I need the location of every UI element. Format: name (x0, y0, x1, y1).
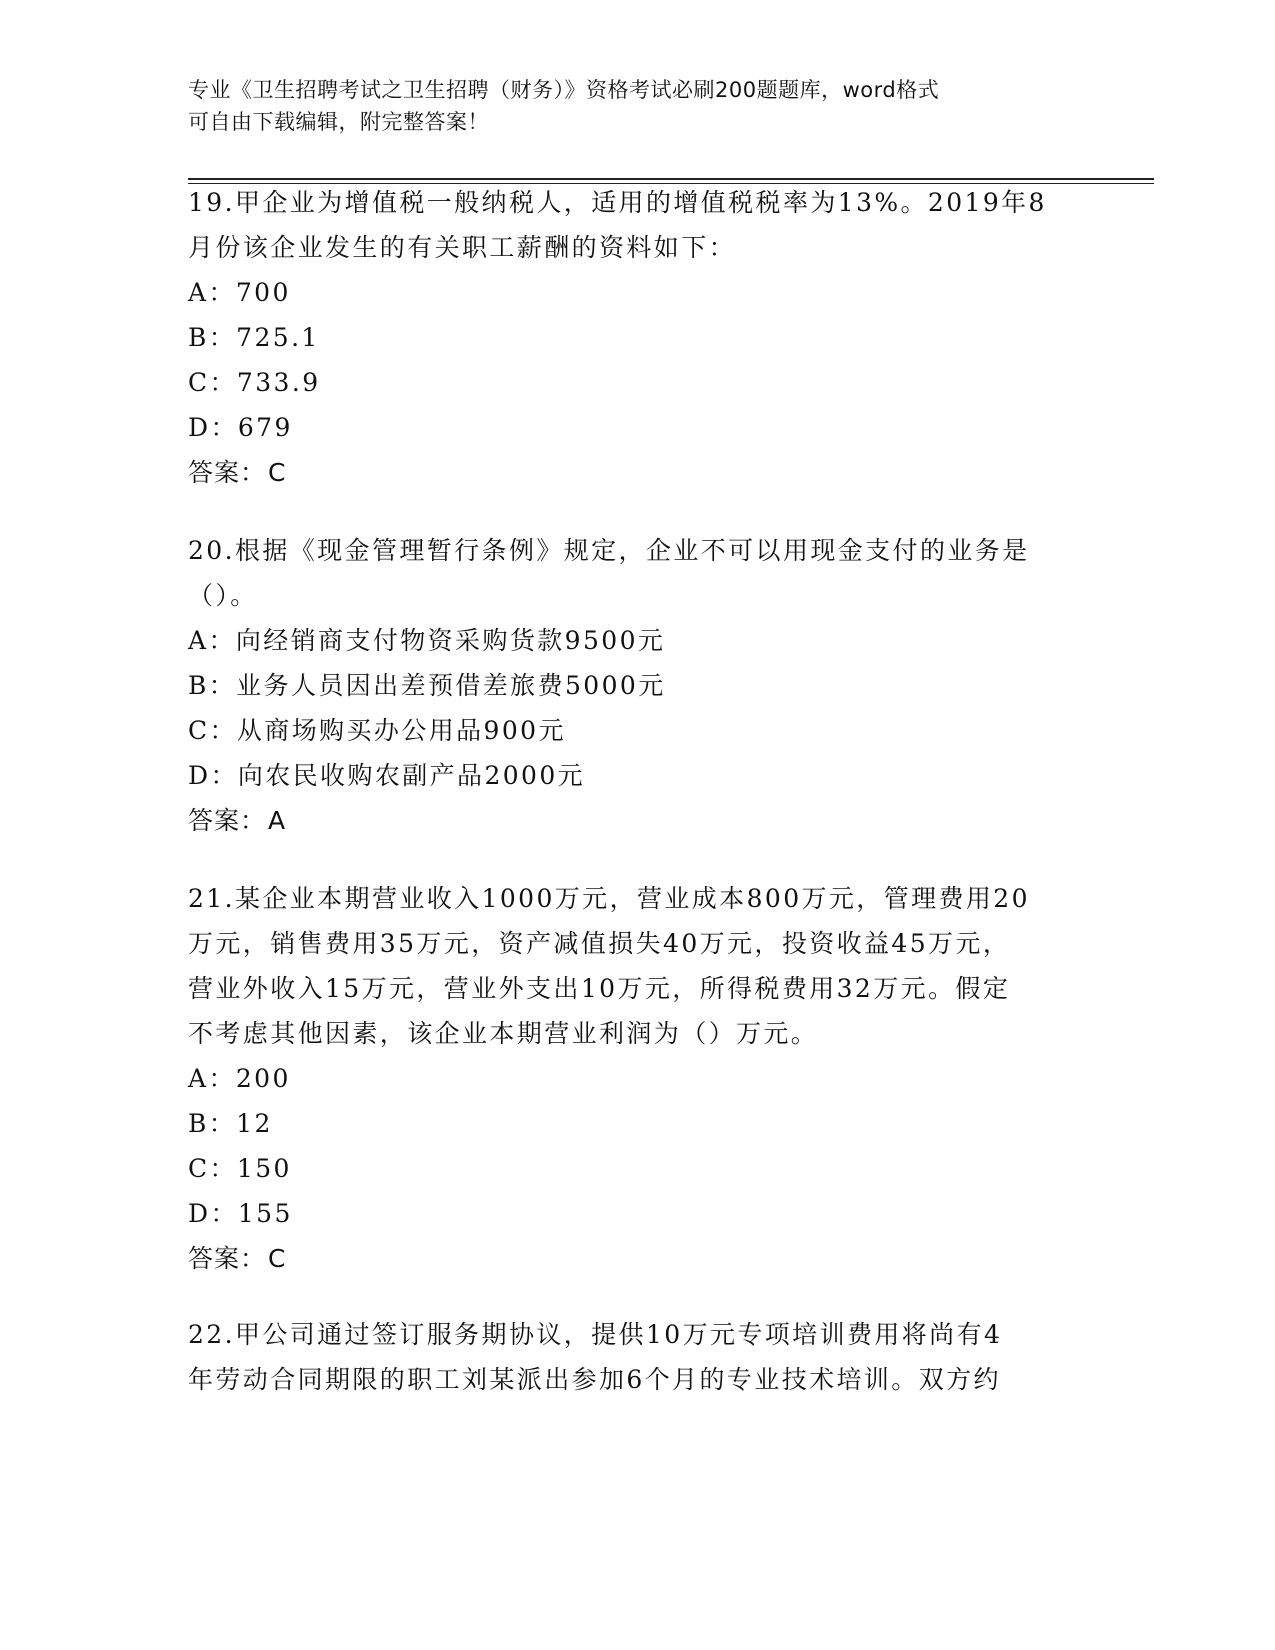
option-d: D：155 (188, 1199, 293, 1228)
option-a: A：700 (188, 278, 291, 307)
option-b: B：业务人员因出差预借差旅费5000元 (188, 671, 666, 700)
document-header (188, 74, 1088, 138)
answer-label: 答案： (188, 1244, 267, 1273)
question-stem-line: （）。 (188, 581, 258, 610)
question-stem-line: 万元，销售费用35万元，资产减值损失40万元，投资收益45万元， (188, 929, 1011, 958)
question-19 (188, 180, 1088, 495)
answer-line (188, 450, 1088, 495)
option-d: D：679 (188, 413, 293, 442)
option-b: B：12 (188, 1109, 273, 1138)
answer-label: 答案： (188, 458, 267, 487)
header-line-2: 可自由下载编辑，附完整答案！ (188, 110, 489, 134)
question-stem-line: 不考虑其他因素，该企业本期营业利润为（）万元。 (188, 1019, 819, 1048)
question-stem-line: 年劳动合同期限的职工刘某派出参加6个月的专业技术培训。双方约 (188, 1365, 1001, 1394)
answer-value: C (268, 458, 287, 487)
question-20 (188, 528, 1088, 843)
answer-value: C (268, 1244, 287, 1273)
option-b: B：725.1 (188, 323, 320, 352)
question-22 (188, 1312, 1088, 1402)
option-c: C：150 (188, 1154, 292, 1183)
answer-line (188, 1236, 1088, 1281)
question-21 (188, 876, 1088, 1281)
option-a: A：200 (188, 1064, 291, 1093)
question-stem-line: 月份该企业发生的有关职工薪酬的资料如下： (188, 233, 737, 262)
header-line-1: 专业《卫生招聘考试之卫生招聘（财务）》资格考试必刷200题题库，word格式 (188, 78, 940, 102)
answer-label: 答案： (188, 806, 267, 835)
option-c: C：733.9 (188, 368, 321, 397)
question-stem-line: 营业外收入15万元，营业外支出10万元，所得税费用32万元。假定 (188, 974, 1011, 1003)
option-a: A：向经销商支付物资采购货款9500元 (188, 626, 666, 655)
answer-value: A (268, 806, 287, 835)
question-stem-line: 21.某企业本期营业收入1000万元，营业成本800万元，管理费用20 (188, 884, 1030, 913)
question-stem-line: 20.根据《现金管理暂行条例》规定，企业不可以用现金支付的业务是 (188, 536, 1030, 565)
option-d: D：向农民收购农副产品2000元 (188, 761, 586, 790)
option-c: C：从商场购买办公用品900元 (188, 716, 566, 745)
question-stem-line: 22.甲公司通过签订服务期协议，提供10万元专项培训费用将尚有4 (188, 1320, 1003, 1349)
answer-line (188, 798, 1088, 843)
question-stem-line: 19.甲企业为增值税一般纳税人，适用的增值税税率为13%。2019年8 (188, 188, 1047, 217)
